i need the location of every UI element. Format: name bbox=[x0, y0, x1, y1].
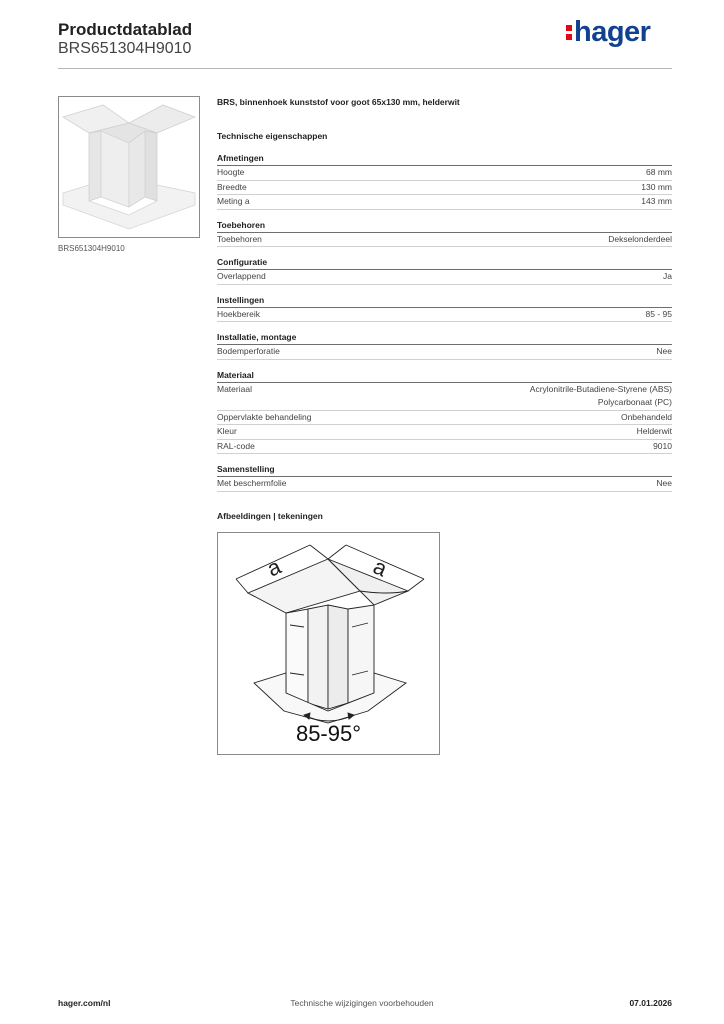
spec-value bbox=[641, 195, 672, 209]
spec-value-line: Dekselonderdeel bbox=[608, 233, 672, 244]
spec-value bbox=[637, 425, 672, 439]
hager-logo bbox=[566, 16, 650, 49]
dimension-label-right: a bbox=[369, 553, 392, 581]
spec-value bbox=[608, 233, 672, 247]
spec-value-line: 130 mm bbox=[641, 181, 672, 192]
spec-label: Hoogte bbox=[217, 167, 245, 177]
spec-section-title: Samenstelling bbox=[217, 463, 672, 477]
spec-label: Bodemperforatie bbox=[217, 346, 280, 356]
product-thumbnail bbox=[58, 96, 200, 238]
spec-value-line: 68 mm bbox=[646, 167, 672, 177]
spec-value-line: Polycarbonaat (PC) bbox=[597, 397, 672, 407]
spec-value-line: Ja bbox=[663, 271, 672, 281]
spec-row bbox=[217, 233, 672, 248]
spec-value bbox=[641, 181, 672, 195]
spec-section-title: Materiaal bbox=[217, 369, 672, 383]
spec-label: Meting a bbox=[217, 196, 250, 206]
spec-row bbox=[217, 195, 672, 210]
logo-dots-icon bbox=[566, 19, 572, 41]
header-title: Productdatablad bbox=[58, 20, 193, 39]
images-title: Afbeeldingen | tekeningen bbox=[217, 510, 323, 521]
spec-row bbox=[217, 308, 672, 323]
spec-value bbox=[646, 308, 672, 322]
spec-section-title: Instellingen bbox=[217, 294, 672, 308]
spec-row bbox=[217, 181, 672, 196]
footer-date: 07.01.2026 bbox=[629, 998, 672, 1008]
spec-row bbox=[217, 383, 672, 411]
spec-value-line: Nee bbox=[656, 346, 672, 356]
footer-website[interactable]: hager.com/nl bbox=[58, 998, 111, 1008]
spec-value bbox=[646, 166, 672, 180]
spec-section-title: Installatie, montage bbox=[217, 331, 672, 345]
angle-label: 85-95° bbox=[295, 720, 362, 746]
spec-value bbox=[656, 477, 672, 491]
spec-row bbox=[217, 477, 672, 492]
spec-value-line: Acrylonitrile-Butadiene-Styrene (ABS) bbox=[529, 383, 672, 394]
spec-value bbox=[653, 440, 672, 454]
header-divider bbox=[58, 68, 672, 69]
spec-label: Hoekbereik bbox=[217, 308, 260, 319]
content-column bbox=[217, 96, 672, 755]
spec-row bbox=[217, 270, 672, 285]
spec-label: Oppervlakte behandeling bbox=[217, 411, 312, 422]
spec-value-line: Nee bbox=[656, 478, 672, 488]
technical-properties-title: Technische eigenschappen bbox=[217, 131, 328, 141]
dimension-label-left: a bbox=[263, 553, 285, 581]
spec-value-line: Helderwit bbox=[636, 426, 672, 436]
spec-section-title: Toebehoren bbox=[217, 219, 672, 233]
spec-sections bbox=[217, 152, 672, 492]
spec-value bbox=[530, 383, 672, 410]
spec-value-line: 9010 bbox=[653, 440, 672, 451]
spec-value bbox=[621, 411, 672, 425]
spec-value bbox=[663, 270, 672, 284]
spec-row bbox=[217, 425, 672, 440]
spec-label: Breedte bbox=[217, 181, 247, 192]
thumbnail-caption: BRS651304H9010 bbox=[58, 244, 125, 253]
spec-label: Met beschermfolie bbox=[217, 478, 287, 488]
spec-value-line: 143 mm bbox=[641, 196, 672, 206]
spec-value-line: 85 - 95 bbox=[645, 308, 672, 319]
product-description: BRS, binnenhoek kunststof voor goot 65x130 mm, helderwit bbox=[217, 97, 460, 107]
spec-label: RAL-code bbox=[217, 440, 255, 451]
spec-row bbox=[217, 345, 672, 360]
product-code: BRS651304H9010 bbox=[58, 40, 192, 57]
technical-drawing bbox=[217, 532, 440, 755]
spec-value-line: Onbehandeld bbox=[620, 411, 672, 422]
spec-label: Kleur bbox=[217, 426, 237, 436]
spec-row bbox=[217, 411, 672, 426]
spec-label: Overlappend bbox=[217, 271, 266, 281]
spec-label: Toebehoren bbox=[217, 233, 262, 244]
logo-text: hager bbox=[574, 16, 651, 48]
spec-value bbox=[656, 345, 672, 359]
spec-row bbox=[217, 166, 672, 181]
spec-row bbox=[217, 440, 672, 455]
spec-section-title: Configuratie bbox=[217, 256, 672, 270]
product-thumbnail-image bbox=[59, 97, 199, 237]
spec-label: Materiaal bbox=[217, 383, 252, 394]
footer-disclaimer: Technische wijzigingen voorbehouden bbox=[290, 998, 434, 1008]
spec-section-title: Afmetingen bbox=[217, 152, 672, 166]
